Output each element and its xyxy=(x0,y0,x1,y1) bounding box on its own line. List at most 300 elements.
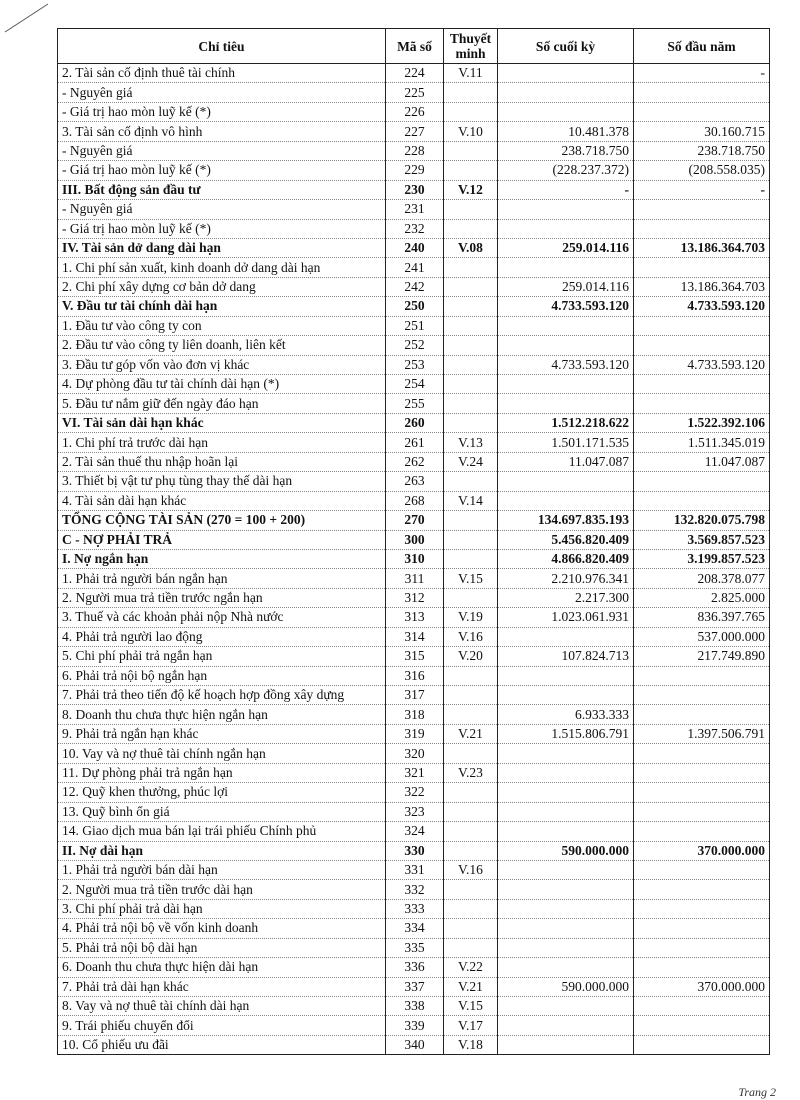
row-begin-year-value: 836.397.765 xyxy=(634,608,770,627)
row-code: 240 xyxy=(386,238,444,257)
row-note xyxy=(444,102,498,121)
table-row xyxy=(58,958,770,977)
row-begin-year-value xyxy=(634,783,770,802)
table-row xyxy=(58,686,770,705)
row-end-period-value xyxy=(498,802,634,821)
scan-corner-mark xyxy=(0,0,60,40)
row-indicator: 3. Thuế và các khoản phải nộp Nhà nước xyxy=(58,608,386,627)
header-note: Thuyết minh xyxy=(444,29,498,64)
row-end-period-value xyxy=(498,102,634,121)
row-end-period-value: 259.014.116 xyxy=(498,277,634,296)
row-begin-year-value: 370.000.000 xyxy=(634,841,770,860)
row-begin-year-value: 208.378.077 xyxy=(634,569,770,588)
row-end-period-value: 1.515.806.791 xyxy=(498,724,634,743)
row-begin-year-value: - xyxy=(634,180,770,199)
row-indicator: 1. Phải trả người bán dài hạn xyxy=(58,860,386,879)
row-code: 229 xyxy=(386,161,444,180)
row-end-period-value xyxy=(498,744,634,763)
row-indicator: 1. Đầu tư vào công ty con xyxy=(58,316,386,335)
row-code: 230 xyxy=(386,180,444,199)
row-end-period-value xyxy=(498,783,634,802)
row-code: 335 xyxy=(386,938,444,957)
row-begin-year-value: 1.397.506.791 xyxy=(634,724,770,743)
row-indicator: I. Nợ ngắn hạn xyxy=(58,549,386,568)
row-end-period-value: 10.481.378 xyxy=(498,122,634,141)
row-begin-year-value xyxy=(634,822,770,841)
row-end-period-value: 590.000.000 xyxy=(498,841,634,860)
row-note xyxy=(444,705,498,724)
row-note xyxy=(444,841,498,860)
row-code: 311 xyxy=(386,569,444,588)
table-row xyxy=(58,511,770,530)
row-code: 241 xyxy=(386,258,444,277)
row-indicator: 3. Thiết bị vật tư phụ tùng thay thế dài hạn xyxy=(58,472,386,491)
row-code: 260 xyxy=(386,413,444,432)
row-end-period-value xyxy=(498,958,634,977)
row-indicator: 1. Chi phí sản xuất, kinh doanh dở dang dài hạn xyxy=(58,258,386,277)
row-code: 321 xyxy=(386,763,444,782)
row-begin-year-value xyxy=(634,938,770,957)
row-code: 332 xyxy=(386,880,444,899)
row-end-period-value: 11.047.087 xyxy=(498,452,634,471)
row-begin-year-value xyxy=(634,958,770,977)
table-row xyxy=(58,375,770,394)
row-note xyxy=(444,549,498,568)
row-indicator: 2. Người mua trả tiền trước dài hạn xyxy=(58,880,386,899)
row-indicator: 12. Quỹ khen thưởng, phúc lợi xyxy=(58,783,386,802)
row-note: V.24 xyxy=(444,452,498,471)
row-indicator: 5. Chi phí phải trả ngắn hạn xyxy=(58,647,386,666)
row-indicator: 2. Tài sản cố định thuê tài chính xyxy=(58,64,386,83)
row-note xyxy=(444,919,498,938)
row-indicator: 6. Doanh thu chưa thực hiện dài hạn xyxy=(58,958,386,977)
table-row xyxy=(58,822,770,841)
row-code: 224 xyxy=(386,64,444,83)
row-note xyxy=(444,880,498,899)
row-code: 227 xyxy=(386,122,444,141)
row-end-period-value xyxy=(498,258,634,277)
row-end-period-value xyxy=(498,860,634,879)
row-code: 316 xyxy=(386,666,444,685)
table-row xyxy=(58,277,770,296)
row-code: 270 xyxy=(386,511,444,530)
row-note xyxy=(444,666,498,685)
row-indicator: - Giá trị hao mòn luỹ kế (*) xyxy=(58,161,386,180)
table-row xyxy=(58,860,770,879)
table-row xyxy=(58,627,770,646)
row-indicator: 11. Dự phòng phải trả ngắn hạn xyxy=(58,763,386,782)
row-end-period-value xyxy=(498,666,634,685)
row-end-period-value xyxy=(498,83,634,102)
row-begin-year-value xyxy=(634,219,770,238)
table-row xyxy=(58,938,770,957)
row-end-period-value xyxy=(498,919,634,938)
row-indicator: 4. Tài sản dài hạn khác xyxy=(58,491,386,510)
table-row xyxy=(58,452,770,471)
row-end-period-value xyxy=(498,200,634,219)
table-row xyxy=(58,608,770,627)
row-begin-year-value: 3.569.857.523 xyxy=(634,530,770,549)
row-indicator: - Giá trị hao mòn luỹ kế (*) xyxy=(58,102,386,121)
row-note xyxy=(444,375,498,394)
row-code: 255 xyxy=(386,394,444,413)
row-indicator: 2. Người mua trả tiền trước ngắn hạn xyxy=(58,588,386,607)
row-note xyxy=(444,277,498,296)
row-note: V.18 xyxy=(444,1035,498,1054)
row-end-period-value: 259.014.116 xyxy=(498,238,634,257)
row-code: 252 xyxy=(386,336,444,355)
row-end-period-value: (228.237.372) xyxy=(498,161,634,180)
row-note: V.08 xyxy=(444,238,498,257)
row-begin-year-value xyxy=(634,102,770,121)
row-begin-year-value xyxy=(634,200,770,219)
table-row xyxy=(58,219,770,238)
row-code: 251 xyxy=(386,316,444,335)
row-note: V.22 xyxy=(444,958,498,977)
row-code: 232 xyxy=(386,219,444,238)
table-row xyxy=(58,763,770,782)
header-begin-year: Số đầu năm xyxy=(634,29,770,64)
row-note xyxy=(444,938,498,957)
row-begin-year-value xyxy=(634,880,770,899)
row-note xyxy=(444,258,498,277)
row-indicator: 4. Dự phòng đầu tư tài chính dài hạn (*) xyxy=(58,375,386,394)
row-indicator: 4. Phải trả người lao động xyxy=(58,627,386,646)
row-indicator: 2. Tài sản thuế thu nhập hoãn lại xyxy=(58,452,386,471)
row-note xyxy=(444,802,498,821)
row-begin-year-value: - xyxy=(634,64,770,83)
row-code: 242 xyxy=(386,277,444,296)
row-begin-year-value: 217.749.890 xyxy=(634,647,770,666)
row-code: 320 xyxy=(386,744,444,763)
row-note xyxy=(444,336,498,355)
row-end-period-value xyxy=(498,64,634,83)
row-end-period-value: 6.933.333 xyxy=(498,705,634,724)
row-begin-year-value: 1.522.392.106 xyxy=(634,413,770,432)
row-code: 333 xyxy=(386,899,444,918)
row-end-period-value xyxy=(498,997,634,1016)
row-end-period-value xyxy=(498,763,634,782)
row-note: V.16 xyxy=(444,627,498,646)
table-row xyxy=(58,355,770,374)
table-row xyxy=(58,180,770,199)
table-row xyxy=(58,413,770,432)
row-code: 317 xyxy=(386,686,444,705)
row-note xyxy=(444,783,498,802)
row-note xyxy=(444,511,498,530)
row-indicator: VI. Tài sản dài hạn khác xyxy=(58,413,386,432)
row-end-period-value: 134.697.835.193 xyxy=(498,511,634,530)
row-note xyxy=(444,899,498,918)
row-end-period-value: 590.000.000 xyxy=(498,977,634,996)
row-code: 261 xyxy=(386,433,444,452)
row-indicator: 3. Tài sản cố định vô hình xyxy=(58,122,386,141)
table-row xyxy=(58,919,770,938)
row-code: 319 xyxy=(386,724,444,743)
row-code: 228 xyxy=(386,141,444,160)
table-row xyxy=(58,64,770,83)
row-begin-year-value: 370.000.000 xyxy=(634,977,770,996)
row-indicator: 8. Vay và nợ thuê tài chính dài hạn xyxy=(58,997,386,1016)
row-begin-year-value xyxy=(634,1035,770,1054)
row-code: 339 xyxy=(386,1016,444,1035)
row-end-period-value xyxy=(498,336,634,355)
row-code: 318 xyxy=(386,705,444,724)
row-begin-year-value: 1.511.345.019 xyxy=(634,433,770,452)
table-row xyxy=(58,744,770,763)
row-begin-year-value: 13.186.364.703 xyxy=(634,238,770,257)
row-note: V.12 xyxy=(444,180,498,199)
row-indicator: 8. Doanh thu chưa thực hiện ngắn hạn xyxy=(58,705,386,724)
row-code: 262 xyxy=(386,452,444,471)
row-indicator: - Nguyên giá xyxy=(58,83,386,102)
row-note xyxy=(444,316,498,335)
row-code: 334 xyxy=(386,919,444,938)
row-begin-year-value xyxy=(634,763,770,782)
row-end-period-value xyxy=(498,394,634,413)
row-indicator: 7. Phải trả theo tiến độ kế hoạch hợp đồng xây dựng xyxy=(58,686,386,705)
row-end-period-value: 1.501.171.535 xyxy=(498,433,634,452)
row-indicator: - Giá trị hao mòn luỹ kế (*) xyxy=(58,219,386,238)
table-row xyxy=(58,1035,770,1054)
row-code: 313 xyxy=(386,608,444,627)
row-note: V.19 xyxy=(444,608,498,627)
table-row xyxy=(58,200,770,219)
row-code: 310 xyxy=(386,549,444,568)
table-row xyxy=(58,549,770,568)
row-end-period-value xyxy=(498,686,634,705)
row-code: 340 xyxy=(386,1035,444,1054)
table-row xyxy=(58,647,770,666)
row-begin-year-value xyxy=(634,316,770,335)
table-row xyxy=(58,336,770,355)
row-note: V.20 xyxy=(444,647,498,666)
row-end-period-value: 1.512.218.622 xyxy=(498,413,634,432)
table-row xyxy=(58,491,770,510)
row-note: V.21 xyxy=(444,724,498,743)
row-end-period-value: 1.023.061.931 xyxy=(498,608,634,627)
row-indicator: 6. Phải trả nội bộ ngắn hạn xyxy=(58,666,386,685)
row-end-period-value: 2.210.976.341 xyxy=(498,569,634,588)
row-begin-year-value xyxy=(634,472,770,491)
row-indicator: TỔNG CỘNG TÀI SẢN (270 = 100 + 200) xyxy=(58,511,386,530)
row-note xyxy=(444,219,498,238)
row-end-period-value: 4.733.593.120 xyxy=(498,355,634,374)
table-row xyxy=(58,238,770,257)
row-begin-year-value xyxy=(634,1016,770,1035)
row-code: 331 xyxy=(386,860,444,879)
row-note: V.13 xyxy=(444,433,498,452)
table-row xyxy=(58,161,770,180)
row-note xyxy=(444,472,498,491)
row-end-period-value xyxy=(498,627,634,646)
row-end-period-value xyxy=(498,938,634,957)
row-begin-year-value xyxy=(634,491,770,510)
row-note xyxy=(444,530,498,549)
row-indicator: C - NỢ PHẢI TRẢ xyxy=(58,530,386,549)
row-note xyxy=(444,141,498,160)
table-row xyxy=(58,841,770,860)
balance-sheet-table xyxy=(57,28,770,1055)
row-code: 315 xyxy=(386,647,444,666)
table-header-row xyxy=(58,29,770,64)
row-end-period-value xyxy=(498,899,634,918)
row-end-period-value xyxy=(498,822,634,841)
row-note: V.21 xyxy=(444,977,498,996)
row-note xyxy=(444,588,498,607)
row-indicator: 1. Chi phí trả trước dài hạn xyxy=(58,433,386,452)
row-begin-year-value xyxy=(634,336,770,355)
row-code: 330 xyxy=(386,841,444,860)
row-indicator: 2. Chi phí xây dựng cơ bản dở dang xyxy=(58,277,386,296)
row-end-period-value: 4.733.593.120 xyxy=(498,297,634,316)
row-begin-year-value xyxy=(634,394,770,413)
header-end-period: Số cuối kỳ xyxy=(498,29,634,64)
row-begin-year-value: 238.718.750 xyxy=(634,141,770,160)
table-row xyxy=(58,102,770,121)
row-begin-year-value xyxy=(634,686,770,705)
row-begin-year-value: 3.199.857.523 xyxy=(634,549,770,568)
row-begin-year-value xyxy=(634,83,770,102)
table-row xyxy=(58,899,770,918)
row-begin-year-value xyxy=(634,802,770,821)
row-note: V.15 xyxy=(444,569,498,588)
row-begin-year-value: 537.000.000 xyxy=(634,627,770,646)
row-indicator: 10. Vay và nợ thuê tài chính ngắn hạn xyxy=(58,744,386,763)
row-code: 323 xyxy=(386,802,444,821)
row-indicator: V. Đầu tư tài chính dài hạn xyxy=(58,297,386,316)
row-end-period-value xyxy=(498,1016,634,1035)
row-note: V.15 xyxy=(444,997,498,1016)
row-code: 312 xyxy=(386,588,444,607)
table-row xyxy=(58,1016,770,1035)
table-row xyxy=(58,472,770,491)
row-note xyxy=(444,83,498,102)
table-row xyxy=(58,433,770,452)
row-indicator: 9. Phải trả ngắn hạn khác xyxy=(58,724,386,743)
row-begin-year-value: 4.733.593.120 xyxy=(634,355,770,374)
row-indicator: 5. Phải trả nội bộ dài hạn xyxy=(58,938,386,957)
header-code: Mã số xyxy=(386,29,444,64)
row-code: 300 xyxy=(386,530,444,549)
row-end-period-value: - xyxy=(498,180,634,199)
row-indicator: 1. Phải trả người bán ngắn hạn xyxy=(58,569,386,588)
table-row xyxy=(58,83,770,102)
row-note xyxy=(444,413,498,432)
row-note xyxy=(444,744,498,763)
row-indicator: 5. Đầu tư nắm giữ đến ngày đáo hạn xyxy=(58,394,386,413)
row-begin-year-value xyxy=(634,375,770,394)
table-row xyxy=(58,783,770,802)
row-code: 322 xyxy=(386,783,444,802)
table-row xyxy=(58,802,770,821)
row-code: 324 xyxy=(386,822,444,841)
row-indicator: 4. Phải trả nội bộ về vốn kinh doanh xyxy=(58,919,386,938)
row-end-period-value: 4.866.820.409 xyxy=(498,549,634,568)
row-note xyxy=(444,297,498,316)
table-row xyxy=(58,530,770,549)
row-end-period-value xyxy=(498,316,634,335)
row-note xyxy=(444,200,498,219)
row-indicator: - Nguyên giá xyxy=(58,141,386,160)
row-begin-year-value: 132.820.075.798 xyxy=(634,511,770,530)
row-note: V.16 xyxy=(444,860,498,879)
row-indicator: 3. Đầu tư góp vốn vào đơn vị khác xyxy=(58,355,386,374)
table-row xyxy=(58,880,770,899)
table-row xyxy=(58,997,770,1016)
table-row xyxy=(58,588,770,607)
row-note: V.10 xyxy=(444,122,498,141)
row-end-period-value: 238.718.750 xyxy=(498,141,634,160)
row-end-period-value: 107.824.713 xyxy=(498,647,634,666)
row-indicator: 9. Trái phiếu chuyển đổi xyxy=(58,1016,386,1035)
row-note: V.11 xyxy=(444,64,498,83)
row-code: 225 xyxy=(386,83,444,102)
row-note xyxy=(444,686,498,705)
row-end-period-value xyxy=(498,880,634,899)
row-code: 263 xyxy=(386,472,444,491)
row-begin-year-value: 13.186.364.703 xyxy=(634,277,770,296)
header-indicator: Chỉ tiêu xyxy=(58,29,386,64)
row-begin-year-value: (208.558.035) xyxy=(634,161,770,180)
row-code: 226 xyxy=(386,102,444,121)
table-row xyxy=(58,316,770,335)
row-begin-year-value xyxy=(634,919,770,938)
table-row xyxy=(58,724,770,743)
row-begin-year-value: 4.733.593.120 xyxy=(634,297,770,316)
row-note xyxy=(444,394,498,413)
table-body xyxy=(58,64,770,1055)
row-indicator: - Nguyên giá xyxy=(58,200,386,219)
row-code: 338 xyxy=(386,997,444,1016)
table-row xyxy=(58,394,770,413)
row-indicator: 7. Phải trả dài hạn khác xyxy=(58,977,386,996)
row-code: 268 xyxy=(386,491,444,510)
table-row xyxy=(58,297,770,316)
row-begin-year-value xyxy=(634,705,770,724)
row-indicator: 14. Giao dịch mua bán lại trái phiếu Chính phủ xyxy=(58,822,386,841)
row-indicator: IV. Tài sản dở dang dài hạn xyxy=(58,238,386,257)
table-row xyxy=(58,141,770,160)
row-begin-year-value xyxy=(634,899,770,918)
row-code: 337 xyxy=(386,977,444,996)
row-code: 254 xyxy=(386,375,444,394)
row-end-period-value xyxy=(498,1035,634,1054)
row-begin-year-value: 11.047.087 xyxy=(634,452,770,471)
table-row xyxy=(58,122,770,141)
row-note xyxy=(444,355,498,374)
row-end-period-value: 5.456.820.409 xyxy=(498,530,634,549)
row-indicator: 2. Đầu tư vào công ty liên doanh, liên kết xyxy=(58,336,386,355)
page-number: Trang 2 xyxy=(738,1085,776,1099)
table-row xyxy=(58,705,770,724)
table-row xyxy=(58,666,770,685)
row-begin-year-value xyxy=(634,860,770,879)
row-begin-year-value xyxy=(634,666,770,685)
row-end-period-value: 2.217.300 xyxy=(498,588,634,607)
row-note: V.23 xyxy=(444,763,498,782)
row-begin-year-value: 2.825.000 xyxy=(634,588,770,607)
row-note xyxy=(444,161,498,180)
row-end-period-value xyxy=(498,491,634,510)
row-code: 250 xyxy=(386,297,444,316)
row-begin-year-value xyxy=(634,258,770,277)
table-row xyxy=(58,258,770,277)
row-code: 231 xyxy=(386,200,444,219)
table-row xyxy=(58,977,770,996)
row-note xyxy=(444,822,498,841)
row-indicator: III. Bất động sản đầu tư xyxy=(58,180,386,199)
